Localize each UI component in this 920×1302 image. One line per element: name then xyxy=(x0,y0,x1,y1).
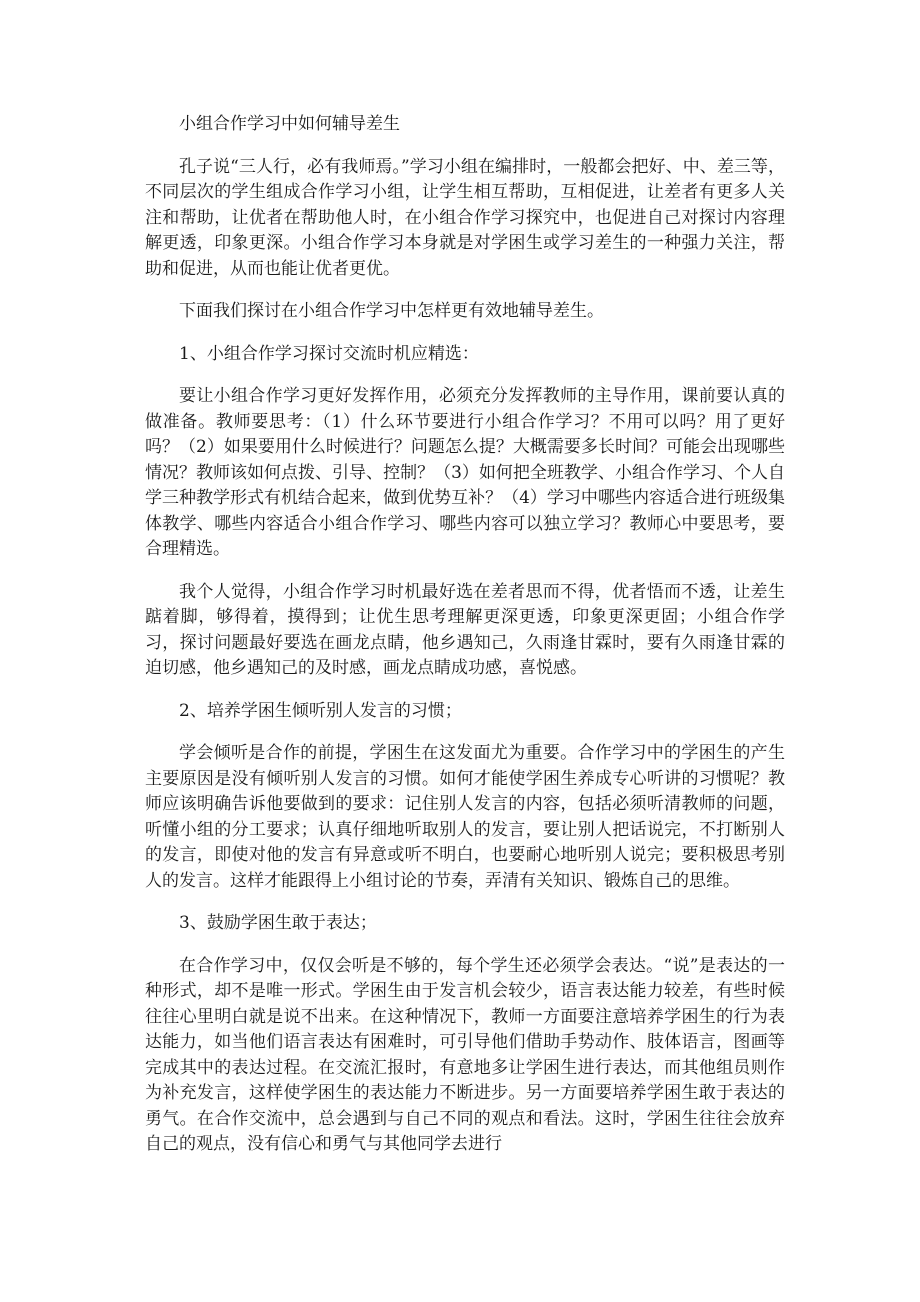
paragraph-section-1b: 我个人觉得，小组合作学习时机最好选在差者思而不得，优者悟而不透，让差生踮着脚，够得着，摸得到；让优生思考理解更深更透，印象更深更固；小组合作学习，探讨问题最好要选在画龙点睛，他乡遇知己，久雨逢甘霖时，要有久雨逢甘霖的迫切感，他乡遇知己的及时感，画龙点睛成功感，喜悦感。 xyxy=(145,581,785,678)
paragraph-section-1a: 要让小组合作学习更好发挥作用，必须充分发挥教师的主导作用，课前要认真的做准备。教师要思考：（1）什么环节要进行小组合作学习？不用可以吗？用了更好吗？（2）如果要用什么时候进行？问题怎么提？大概需要多长时间？可能会出现哪些情况？教师该如何点拨、引导、控制？（3）如何把全班教学、小组合作学习、个人自学三种教学形式有机结合起来，做到优势互补？（4）学习中哪些内容适合进行班级集体教学、哪些内容适合小组合作学习、哪些内容可以独立学习？教师心中要思考，要合理精选。 xyxy=(145,386,785,559)
document-page xyxy=(145,112,785,1175)
section-heading-1: 1、小组合作学习探讨交流时机应精选： xyxy=(179,343,479,364)
document-title: 小组合作学习中如何辅导差生 xyxy=(179,114,400,134)
paragraph-intro: 孔子说“三人行，必有我师焉。”学习小组在编排时，一般都会把好、中、差三等，不同层次的学生组成合作学习小组，让学生相互帮助，互相促进，让差者有更多人关注和帮助，让优者在帮助他人时，在小组合作学习探究中，也促进自己对探讨内容理解更透，印象更深。小组合作学习本身就是对学困生或学习差生的一种强力关注，帮助和促进，从而也能让优者更优。 xyxy=(145,156,785,279)
section-heading-2: 2、培养学困生倾听别人发言的习惯； xyxy=(179,700,462,721)
paragraph-section-2: 学会倾听是合作的前提，学困生在这发面尤为重要。合作学习中的学困生的产生主要原因是没有倾听别人发言的习惯。如何才能使学困生养成专心听讲的习惯呢？教师应该明确告诉他要做到的要求：记住别人发言的内容，包括必须听清教师的问题，听懂小组的分工要求；认真仔细地听取别人的发言，要让别人把话说完，不打断别人的发言，即使对他的发言有异意或听不明白，也要耐心地听别人说完；要积极思考别人的发言。这样才能跟得上小组讨论的节奏，弄清有关知识、锻炼自己的思维。 xyxy=(145,743,785,891)
paragraph-lead: 下面我们探讨在小组合作学习中怎样更有效地辅导差生。 xyxy=(179,301,604,321)
section-heading-3: 3、鼓励学困生敢于表达； xyxy=(179,913,377,933)
paragraph-section-3: 在合作学习中，仅仅会听是不够的，每个学生还必须学会表达。“说”是表达的一种形式，却不是唯一形式。学困生由于发言机会较少，语言表达能力较差，有些时候往往心里明白就是说不出来。在这种情况下，教师一方面要注意培养学困生的行为表达能力，如当他们语言表达有困难时，可引导他们借助手势动作、肢体语言，图画等完成其中的表达过程。在交流汇报时，有意地多让学困生进行表达，而其他组员则作为补充发言，这样使学困生的表达能力不断进步。另一方面要培养学困生敢于表达的勇气。在合作交流中，总会遇到与自己不同的观点和看法。这时，学困生往往会放弃自己的观点，没有信心和勇气与其他同学去进行 xyxy=(145,955,785,1154)
